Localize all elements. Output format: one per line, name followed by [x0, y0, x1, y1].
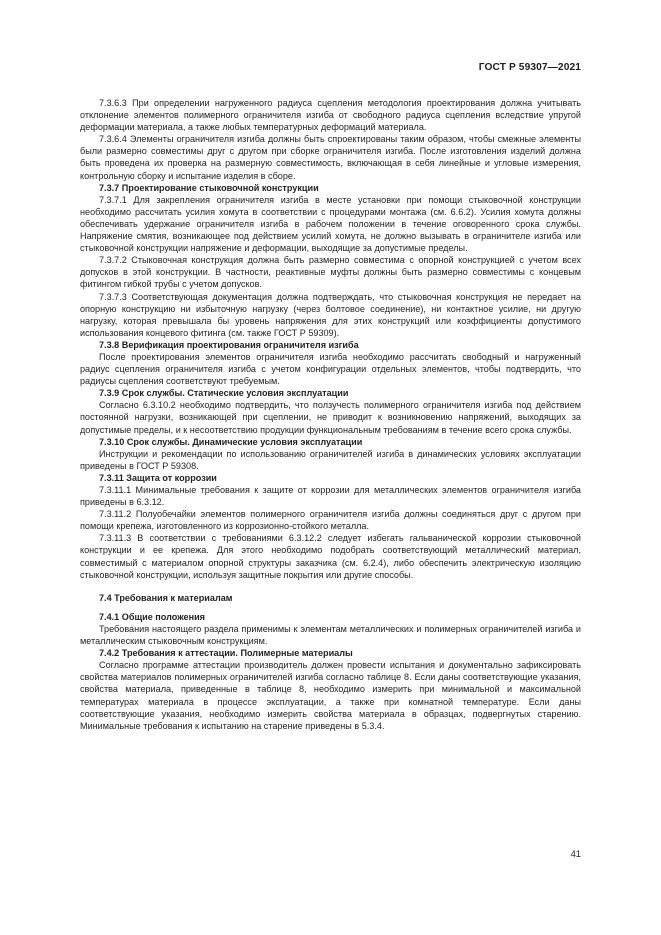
heading-7-4-2: 7.4.2 Требования к аттестации. Полимерные материалы: [99, 648, 353, 659]
paragraph-7-3-6-4: 7.3.6.4 Элементы ограничителя изгиба должны быть спроектированы таким образом, чтобы смежные элементы были размерно совместимы друг с другом при сборке ограничителя изгиба. После изготовления изделий должна быть проведена их проверка на размерную совместимость, включающая в себя линейные и угловые измерения, контрольную сборку и испытание изделия в сборе.: [80, 134, 581, 181]
paragraph-7-3-10: Инструкции и рекомендации по использованию ограничителей изгиба в динамических условиях эксплуатации приведены в ГОСТ Р 59308.: [80, 448, 581, 471]
paragraph-7-3-11-2: 7.3.11.2 Полуобечайки элементов полимерного ограничителя изгиба должны соединяться друг с другом при помощи крепежа, изготовленного из коррозионно-стойкого металла.: [80, 509, 581, 532]
paragraph-7-4-2: Согласно программе аттестации производитель должен провести испытания и документально зафиксировать свойства материалов полимерных ограничителей изгиба согласно таблице 8. Если даны соответствующие указания, свойства материала, приведенные в таблице 8, необходимо измерить при минимальной и максимальной температурах материала в процессе эксплуатации, а также при комнатной температуре. Если даны соответствующие указания, необходимо измерить свойства материала в образцах, подвергнутых старению. Минимальные требования к испытанию на старение приведены в 5.3.4.: [80, 660, 581, 731]
paragraph-7-3-7-3: 7.3.7.3 Соответствующая документация должна подтверждать, что стыковочная конструкция не передает на опорную конструкцию ни избыточную нагрузку (через болтовое соединение), ни контактное усилие, ни другую нагрузку, которая превышала бы уровень напряжения для этих конструкций или коэффициенты допустимого использования концевого фитинга (см. также ГОСТ Р 59309).: [80, 291, 581, 338]
paragraph-7-3-11-3: 7.3.11.3 В соответствии с требованиями 6.3.12.2 следует избегать гальванической коррозии стыковочной конструкции и ее крепежа. Для этого необходимо подобрать соответствующий металлический материал, совместимый с материалом опорной структуры заказчика (см. 6.2.4), либо обеспечить электрическую изоляцию стыковочной конструкции, используя защитные покрытия или другие способы.: [80, 533, 581, 580]
paragraph-7-4-1: Требования настоящего раздела применимы к элементам металлических и полимерных ограничителей изгиба и металлическим стыковочным конструкциям.: [80, 623, 581, 647]
document-code-header: ГОСТ Р 59307—2021: [478, 62, 581, 73]
paragraph-7-3-8: После проектирования элементов ограничителя изгиба необходимо рассчитать свободный и нагруженный радиус сцепления ограничителя изгиба с учетом конфигурации отдельных элементов, чтобы подтвердить, что радиусы сцепления соответствуют требуемым.: [80, 351, 581, 387]
paragraph-7-3-11-1: 7.3.11.1 Минимальные требования к защите от коррозии для металлических элементов ограничителя изгиба приведены в 6.3.12.: [80, 485, 581, 508]
heading-7-3-7: 7.3.7 Проектирование стыковочной конструкции: [99, 182, 319, 193]
heading-7-4-1: 7.4.1 Общие положения: [99, 611, 205, 622]
paragraph-7-3-9: Согласно 6.3.10.2 необходимо подтвердить, что ползучесть полимерного ограничителя изгиба под действием постоянной нагрузки, возникающей при сцеплении, не приводит к возникновению напряжений, выходящих за допустимые пределы, и к несоответствию продукции функциональным требованиям в течение всего срока службы.: [80, 400, 581, 435]
page-number: 41: [570, 848, 581, 859]
paragraph-7-3-7-2: 7.3.7.2 Стыковочная конструкция должна быть размерно совместима с опорной конструкцией с учетом всех допусков в этой конструкции. В частности, реактивные муфты должны быть размерно совместимы с концевым фитингом гибкой трубы с учетом допусков.: [80, 255, 581, 290]
heading-7-3-8: 7.3.8 Верификация проектирования ограничителя изгиба: [99, 339, 359, 350]
heading-7-3-11: 7.3.11 Защита от коррозии: [99, 472, 217, 483]
paragraph-7-3-6-3: 7.3.6.3 При определении нагруженного радиуса сцепления методология проектирования должна учитывать отклонение элементов полимерного ограничителя изгиба от свободного радиуса сцепления вследствие упругой деформации материала, а также любых температурных деформаций материала.: [80, 98, 581, 133]
heading-7-3-9: 7.3.9 Срок службы. Статические условия эксплуатации: [99, 388, 349, 399]
heading-7-3-10: 7.3.10 Срок службы. Динамические условия эксплуатации: [99, 436, 363, 447]
paragraph-7-3-7-1: 7.3.7.1 Для закрепления ограничителя изгиба в месте установки при помощи стыковочной конструкции необходимо рассчитать усилия хомута в соответствии с процедурами монтажа (см. 6.6.2). Усилия хомута должны обеспечивать удержание ограничителя изгиба в рабочем положении в течение оговоренного срока службы. Напряжение смятия, возникающее под действием усилий хомута, не должно вызывать в ограничителе изгиба или стыковочной конструкции напряжение и деформации, выходящие за допустимые пределы.: [80, 194, 581, 254]
heading-7-4: 7.4 Требования к материалам: [99, 592, 233, 603]
document-body: [80, 97, 581, 732]
